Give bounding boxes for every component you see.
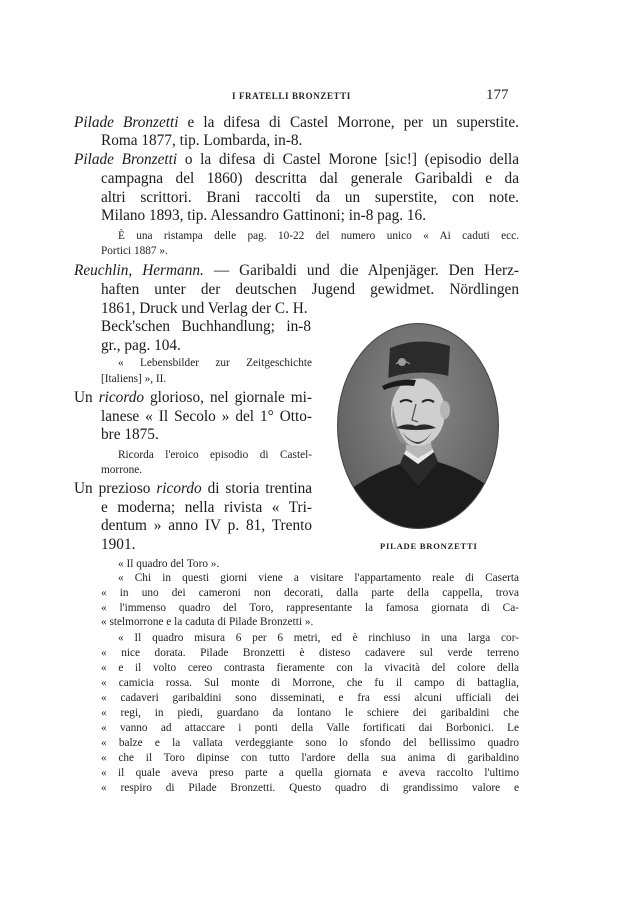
quote-line: « Il quadro misura 6 per 6 metri, ed è rinchiuso in una larga cor- (118, 632, 519, 644)
entry-line: e moderna; nella rivista « Tri- (101, 499, 312, 516)
entry-note: « Lebensbilder zur Zeitgeschichte (118, 357, 312, 369)
quote-line: « respiro di Pilade Bronzetti. Questo quadro di grandissimo valore e (101, 782, 519, 794)
quote-line: « cadaveri garibaldini sono disseminati, e fra essi alcuni ufficiali dei (101, 692, 519, 704)
quote-line: « il quale aveva preso parte a quella giornata e aveva raccolto l'ultimo (101, 767, 519, 779)
entry-line: 1861, Druck und Verlag der C. H. (101, 300, 308, 317)
quote-line: « nice dorata. Pilade Bronzetti è disteso cadavere sul verde terreno (101, 647, 519, 659)
entry-line: Roma 1877, tip. Lombarda, in-8. (101, 132, 303, 149)
quote-line: « balze e la vallata verdeggiante sono lo sfondo del bellissimo quadro (101, 737, 519, 749)
running-title: I FRATELLI BRONZETTI (232, 91, 351, 101)
entry-note: Portici 1887 ». (101, 245, 168, 257)
entry-title: ricordo (156, 480, 202, 497)
entry-line: Un ricordo glorioso, nel giornale mi- (74, 389, 312, 406)
entry-line: Pilade Bronzetti o la difesa di Castel Morone [sic!] (episodio della (74, 151, 519, 168)
entry-note: [Italiens] », II. (101, 373, 167, 385)
entry-line: Reuchlin, Hermann. — Garibaldi und die Alpenjäger. Den Herz- (74, 262, 519, 279)
entry-line: Un prezioso ricordo di storia trentina (74, 480, 313, 497)
entry-line: bre 1875. (101, 426, 159, 443)
quote-line: « in uno dei cameroni non decorati, dalla parte della cappella, trova (101, 587, 519, 599)
quote-line: « Il quadro del Toro ». (118, 558, 220, 570)
running-header (0, 89, 620, 105)
entry-title: Pilade Bronzetti (74, 114, 179, 131)
entry-line: Milano 1893, tip. Alessandro Gattinoni; in-8 pag. 16. (101, 207, 427, 224)
portrait-image (337, 323, 499, 529)
quote-line: « che il Toro dipinse con tutto l'ardore della sua anima di garibaldino (101, 752, 519, 764)
quote-line: « stelmorrone e la caduta di Pilade Bronzetti ». (101, 616, 314, 628)
entry-line: Beck'schen Buchhandlung; in-8 (101, 318, 311, 335)
entry-line: campagna del 1860) descritta dal generale Garibaldi e da (101, 170, 519, 187)
entry-note: morrone. (101, 464, 143, 476)
entry-line: altri scrittori. Brani raccolti da un superstite, con note. (101, 189, 519, 206)
page-number: 177 (486, 87, 509, 103)
entry-line: haften unter der deutschen Jugend gewidmet. Nördlingen (101, 281, 519, 298)
entry-title: ricordo (98, 389, 145, 406)
entry-note: È una ristampa delle pag. 10-22 del numero unico « Ai caduti ecc. (118, 230, 519, 242)
entry-line: 1901. (101, 536, 136, 553)
entry-note: Ricorda l'eroico episodio di Castel- (118, 449, 312, 461)
quote-line: « e il volto cereo contrasta fieramente con la vivacità del colore della (101, 662, 519, 674)
figure-caption: PILADE BRONZETTI (380, 541, 478, 551)
entry-line: Pilade Bronzetti e la difesa di Castel Morrone, per un superstite. (74, 114, 519, 131)
entry-title: Pilade Bronzetti (74, 151, 178, 168)
quote-line: « regi, in piedi, guardano da lontano le schiere dei garibaldini che (101, 707, 519, 719)
entry-line: lanese « Il Secolo » del 1° Otto- (101, 408, 312, 425)
quote-line: « vanno ad attaccare i ponti della Valle fortificati dai Borbonici. Le (101, 722, 519, 734)
entry-line: gr., pag. 104. (101, 337, 181, 354)
entry-line: dentum » anno IV p. 81, Trento (101, 517, 312, 534)
quote-line: « camicia rossa. Sul monte di Morrone, che fu il campo di battaglia, (101, 677, 519, 689)
quote-line: « Chi in questi giorni viene a visitare l'appartamento reale di Caserta (118, 572, 519, 584)
entry-author: Reuchlin, Hermann. (74, 262, 204, 279)
portrait-illustration (338, 324, 498, 528)
quote-line: « l'immenso quadro del Toro, rappresentante la famosa giornata di Ca- (101, 602, 519, 614)
